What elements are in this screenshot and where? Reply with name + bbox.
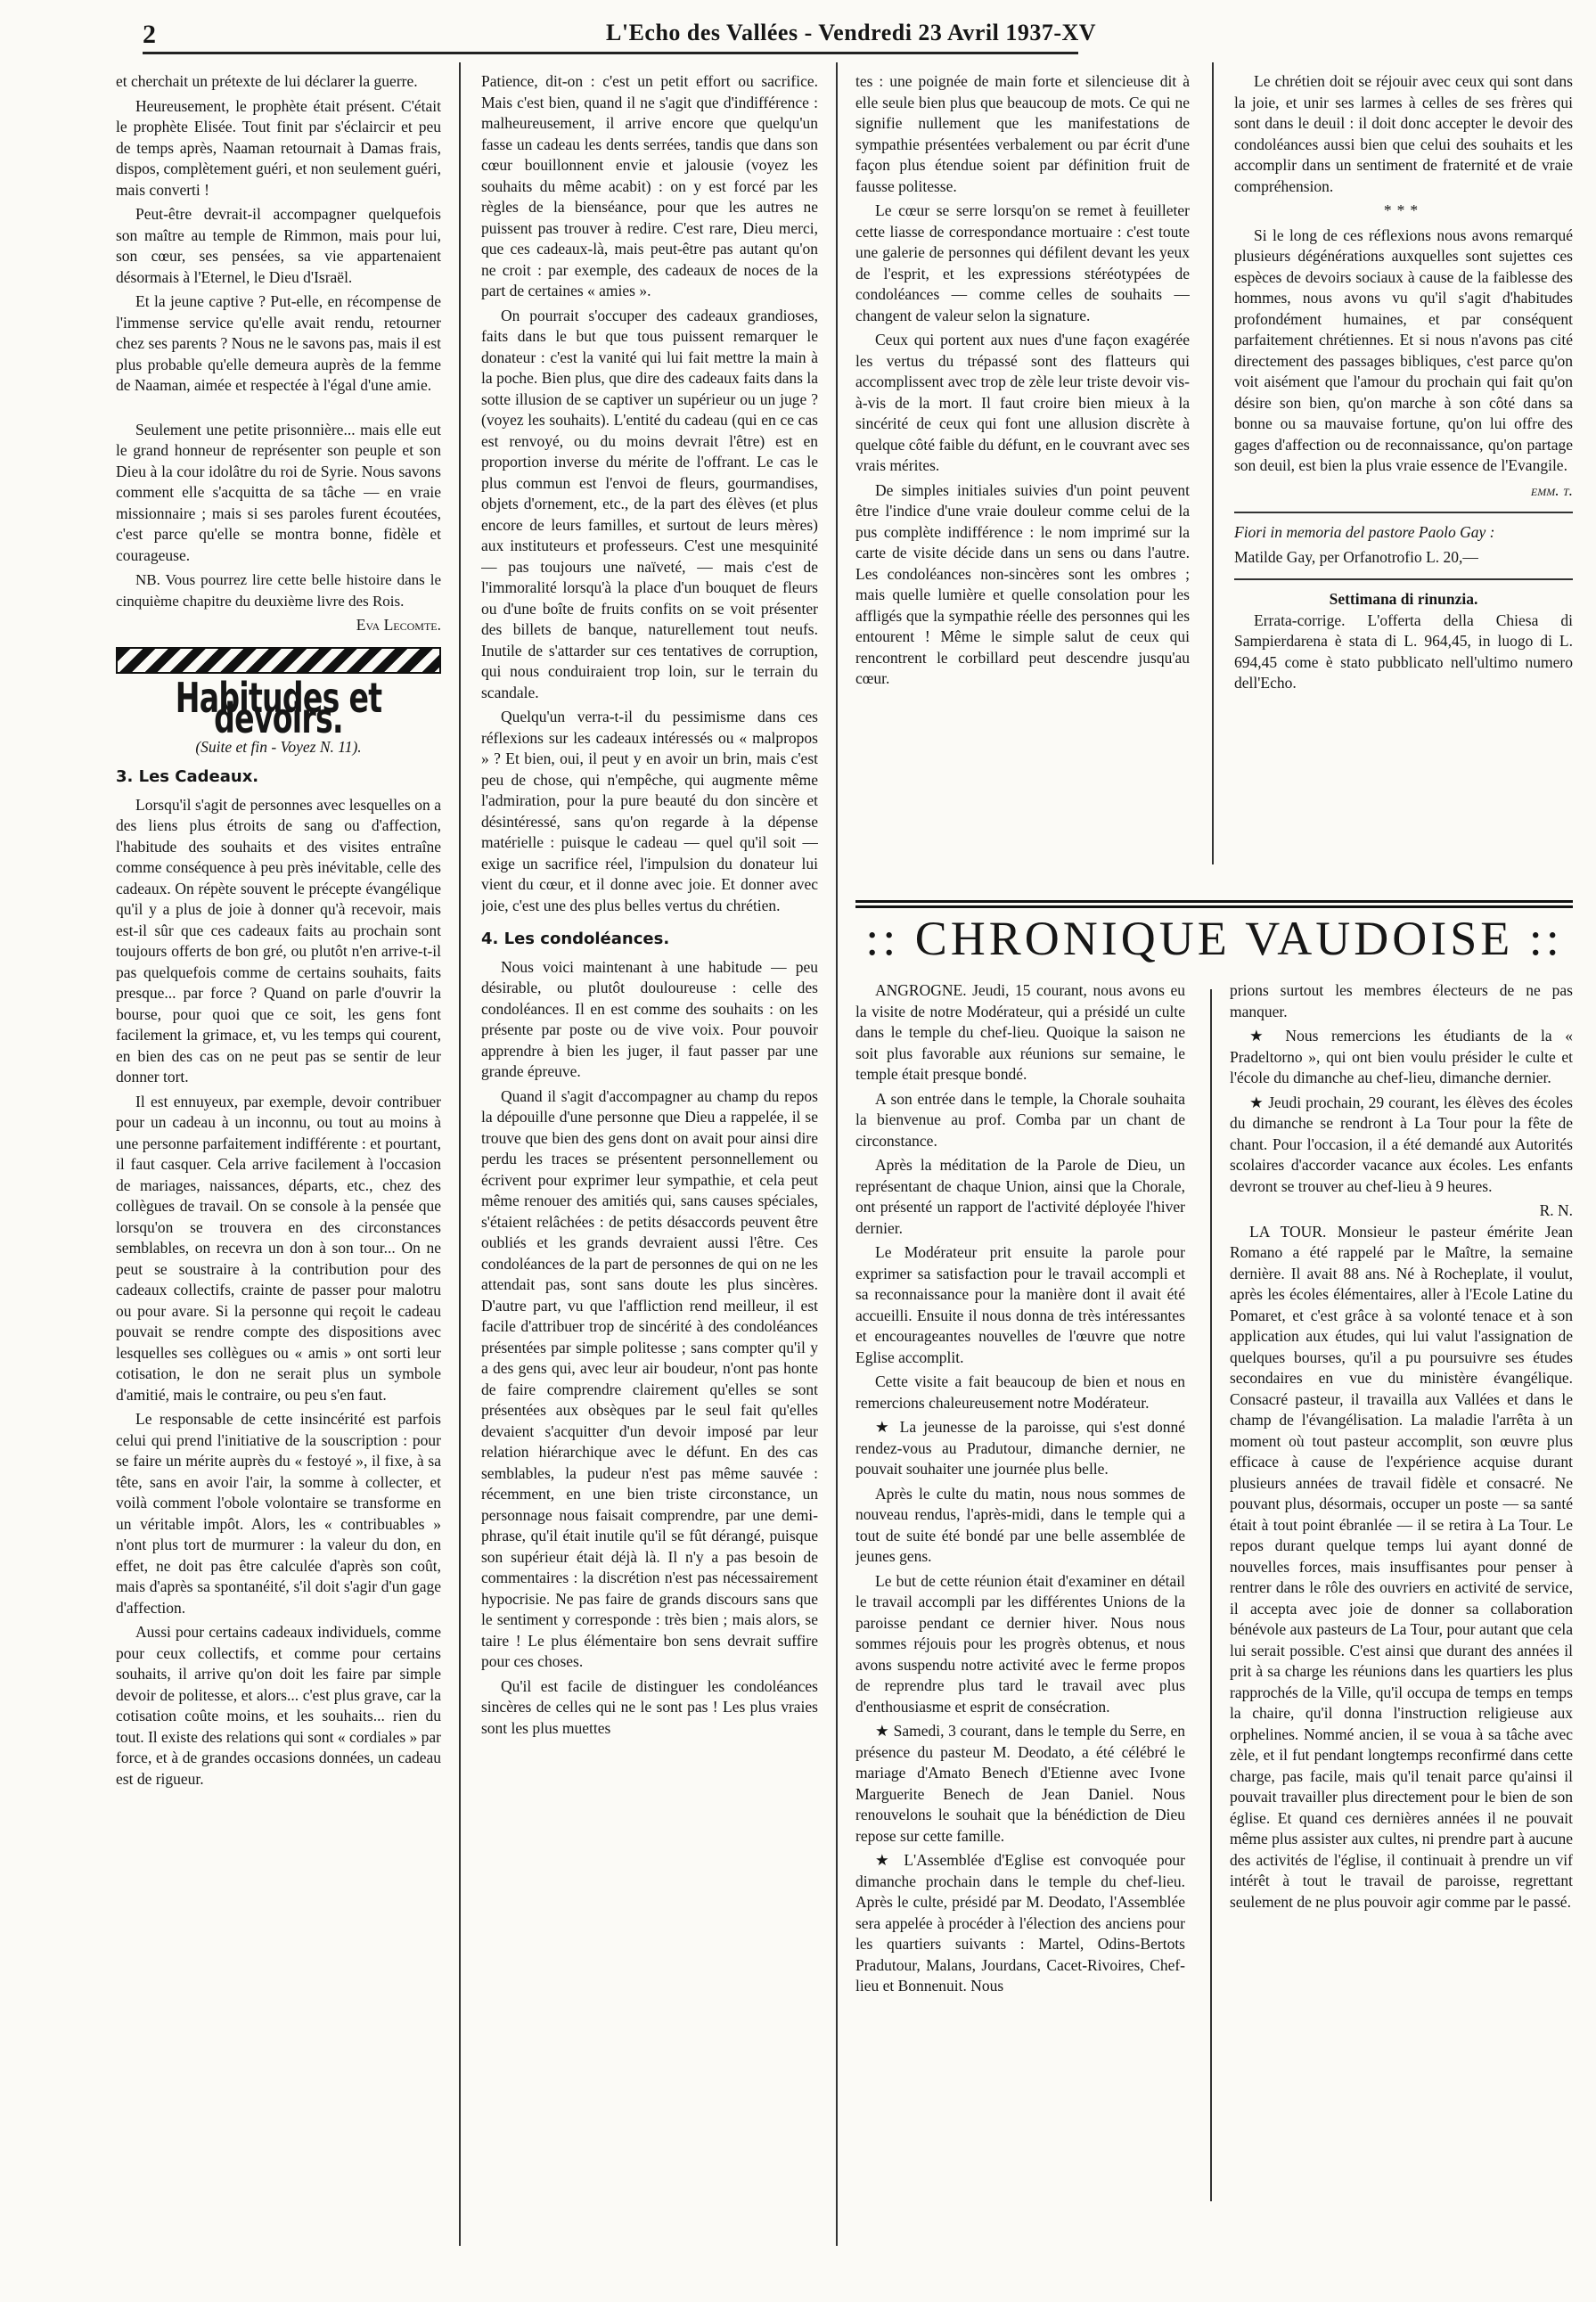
paragraph: Et la jeune captive ? Put-elle, en récompense de l'immense service qu'elle avait rendu, retourner chez ses parents ? Nous ne le savons pas, mais il est plus probable qu'elle demeura auprès de la femme de Naaman, aimée et respectée à l'égal d'une amie. — [116, 292, 441, 394]
banner-rule — [855, 900, 1573, 903]
errata-text: Errata-corrige. L'offerta della Chiesa di Sampierdarena è stata di L. 964,45, in luogo di L. 694,45 come è stato pubblicato nell'ultimo numero dell'Echo. — [1234, 610, 1573, 692]
paragraph: ★ Samedi, 3 courant, dans le temple du Serre, en présence du pasteur M. Deodato, a été célébré le mariage d'Amato Benech d'Etienne avec Ivone Marguerite Benech de Jean Daniel. Nous renouvelons le souhait que la bénédiction de Dieu repose sur cette famille. — [855, 1722, 1185, 1845]
paragraph: ★ Nous remercions les étudiants de la « Pradeltorno », qui ont bien voulu présider le culte et l'école du dimanche au chef-lieu, dimanche dernier. — [1230, 1027, 1573, 1086]
paragraph: A son entrée dans le temple, la Chorale souhaita la bienvenue au prof. Comba par un chant de circonstance. — [855, 1089, 1185, 1150]
column-rule — [459, 62, 461, 2246]
notice-heading: Settimana di rinunzia. — [1329, 590, 1478, 608]
author-signature: R. N. — [1539, 1201, 1573, 1219]
paragraph: Après la méditation de la Parole de Dieu, un représentant de chaque Union, ainsi que la Chorale, ont présenté un rapport de l'activité déployée l'hiver dernier. — [855, 1156, 1185, 1237]
paragraph: Après le culte du matin, nous nous sommes de nouveau rendus, l'après-midi, dans le temple qui a tout de suite été bondé par une belle assemblée de jeunes gens. — [855, 1484, 1185, 1565]
paragraph: Quand il s'agit d'accompagner au champ du repos la dépouille d'une personne que Dieu a rappelée, il se trouve que bien des gens dont on avait pour ainsi dire perdu les traces se présentent personnellement ou écrivent pour exprimer leur sympathie, et cela peut même renouer des amitiés qui, sans causes spéciales, s'étaient relâchées : de petits désaccords peuvent être oubliés et les grands devraient aussi l'être. Ces condoléances de la part de personnes de qui on ne les attendait pas, sont sans doute les plus sincères. D'autre part, vu que l'affliction rend meilleur, il est facile d'attribuer trop de sincérité à des condoléances présentées par simple politesse ; sans compter qu'il y a des gens qui, avec leur air boudeur, n'ont pas honte de faire comprendre clairement qu'elles se sont présentées aux obsèques par le seul fait qu'elles devaient s'acquitter d'un devoir imposé par leur relation hiérarchique avec le défunt. En des cas semblables, la pudeur n'est pas même sauvée : récemment, en une bien triste circonstance, un personnage nous faisait comprendre, par une demi-phrase, qu'il était inutile qu'il se fût dérangé, puisque son supérieur était déjà là. Il n'y a pas besoin de commentaires : la discrétion n'est pas nécessairement hypocrisie. Ne pas faire de grands discours sans que le sentiment y corresponde : très bien ; mais alors, se taire ! Le plus élémentaire bon sens devrait suffire pour ces choses. — [481, 1086, 818, 1670]
author-signature: Eva Lecomte. — [356, 616, 441, 634]
paragraph: Il est ennuyeux, par exemple, devoir contribuer pour un cadeau à un inconnu, ou tout au moins à une personne parfaitement indifférente : et pourtant, il faut casquer. Cela arrive facilement à l'occasion de mariages, naissances, départs, etc., chez des collègues de travail. On se console à la pensée que lorsqu'on se trouvera en des circonstances semblables, on recevra un don à son tour... On ne peut se soustraire à la contribution pour des cadeaux collectifs, crainte de passer pour malotru ou pour avare. Si la personne qui reçoit le cadeau pouvait se rendre compte des dispositions avec lesquelles ses collègues ou « amis » ont sorti leur cotisation, le don ne serait plus un symbole d'amitié, mais le contraire, ou peu s'en faut. — [116, 1092, 441, 1404]
article-title: Habitudes et devoirs. — [175, 673, 382, 742]
notice-text: Matilde Gay, per Orfanotrofio L. 20,— — [1234, 547, 1478, 566]
paragraph: Aussi pour certains cadeaux individuels, comme pour ceux collectifs, et comme pour certains souhaits, il arrive qu'on doit les faire par simple devoir de politesse, et alors... c'est plus grave, car la cotisation coûte moins, et les souhaits... rien du tout. Il existe des relations qui sont « cordiales » par force, et à de grandes occasions données, un cadeau est de rigueur. — [116, 1623, 441, 1788]
paragraph: prions surtout les membres électeurs de ne pas manquer. — [1230, 981, 1573, 1020]
paragraph: tes : une poignée de main forte et silencieuse dit à elle seule bien plus que beaucoup de mots. Ce qui ne signifie nullement que les manifestations de sympathie présentées verbalement ou par écrit d'une façon plus étendue soient par définition fruit de fausse politesse. — [855, 72, 1190, 195]
article-subtitle: (Suite et fin - Voyez N. 11). — [195, 737, 362, 756]
paragraph: Le but de cette réunion était d'examiner en détail le travail accompli par les différentes Unions de la paroisse pendant ce dernier hiver. Nous nous sommes réjouis pour les progrès obtenus, et nous avons suspendu notre activité avec le ferme propos de reprendre plus tard le travail avec plus d'enthousiasme et esprit de consécration. — [855, 1571, 1185, 1716]
paragraph: Patience, dit-on : c'est un petit effort ou sacrifice. Mais c'est bien, quand il ne s'agit que d'indifférence : malheureusement, il arrive encore que quelqu'un fasse un cadeau les dents serrées, tandis que dans son cœur bouillonnent envie et jalousie (voyez les souhaits du même acabit) : on y est forcé par les règles de la bienséance, pour que les autres ne puissent pas trouver à redire. C'est rare, Dieu merci, que ces cadeaux-là, mais peut-être pas autant qu'on ne croit : par exemple, des cadeaux de noces de la part de certaines « amies ». — [481, 72, 818, 299]
paragraph: De simples initiales suivies d'un point peuvent être l'indice d'une vraie douleur comme celui de la pus complète indifférence : le nom imprimé sur la carte de visite décide dans un sens ou dans l'autre. Les condoléances non-sincères sont les ombres ; mais quelle lumière et quelle consolation pour les affligés que la sympathie réelle des personnes qui les entourent ! Même le simple salut de ceux qui rencontrent le corbillard peut descendre jusqu'au cœur. — [855, 480, 1190, 687]
article-column-2 — [481, 71, 818, 2246]
chronique-column-1 — [855, 980, 1185, 2192]
paragraph: ★ Jeudi prochain, 29 courant, les élèves des écoles du dimanche se rendront à La Tour pour la fête de chant. Pour l'occasion, il a été demandé aux Autorités scolaires d'accorder vacance aux écoles. Les enfants devront se trouver au chef-lieu à 9 heures. — [1230, 1093, 1573, 1195]
paragraph: Cette visite a fait beaucoup de bien et nous en remercions chaleureusement notre Modérateur. — [855, 1372, 1185, 1412]
article-column-1 — [116, 71, 441, 2246]
paragraph: LA TOUR. Monsieur le pasteur émérite Jean Romano a été rappelé par le Maître, la semaine dernière. Il avait 88 ans. Né à Rocheplate, il voulut, après les écoles élémentaires, aller à l'Ecole Latine du Pomaret, et c'est grâce à sa volonté tenace et à son application aux études, qui lui valut l'assignation de quelques bourses, qu'il a pu poursuivre ses études secondaires en vue du ministère évangélique. Consacré pasteur, il travailla aux Vallées et dans le champ de l'évangélisation. La maladie l'arrêta à un moment où tout pasteur accomplit, son œuvre plus efficace à cause de l'expérience acquise durant plusieurs années de travail fidèle et consacré. Ne pouvant plus, désormais, occuper un poste — sa santé était à tout point ébranlée — il se retira à La Tour. Le repos durant quelque temps lui ayant donné de nouvelles forces, mais insuffisantes pour penser à rentrer dans le rôle des ouvriers en activité de service, il accepta avec joie de donner sa collaboration bénévole aux pasteurs de La Tour, pour autant que cela lui serait possible. C'est ainsi que durant des années il prit à sa charge les réunions dans les quartiers les plus rapprochés de la Ville, qu'il occupa de temps en temps la chaire, qu'il donna l'instruction religieuse aux orphelines. Nommé ancien, il se voua à sa tâche avec zèle, et il fut pendant longtemps reconfirmé dans cette charge, pas facile, mais qu'il tenait parce qu'ainsi il pouvait travailler plus directement pour le bien de son église. Et quand ces dernières années il ne pouvait même plus assister aux cultes, ni prendre part à aucune des activités de l'église, il continuait à prendre un vif intérêt à tout le travail de paroisse, regrettant seulement de ne plus pouvoir agir comme par le passé. — [1230, 1222, 1573, 1911]
notice-settimana — [1234, 578, 1573, 694]
paragraph: Le cœur se serre lorsqu'on se remet à feuilleter cette liasse de correspondance mortuaire : c'est toute une galerie de personnes qui défilent devant les yeux de l'esprit, et les expressions stéréotypées de condoléances — comme celles de souhaits — changent de valeur selon la signature. — [855, 201, 1190, 324]
paragraph: Le responsable de cette insincérité est parfois celui qui prend l'initiative de la souscription : pour se faire un mérite auprès du « festoyé », il fixe, à sa tête, sans en avoir l'air, la somme à collecter, et voilà comment l'obole volontaire se transforme en un véritable impôt. Alors, les « contribuables » n'ont plus tort de murmurer : la valeur du don, en effet, ne doit pas être calculée d'après son coût, mais d'après sa spontanéité, s'il doit s'agir d'un gage d'affection. — [116, 1410, 441, 1617]
column-rule — [836, 62, 838, 2246]
author-signature: emm. t. — [1530, 480, 1573, 499]
newspaper-header-title: L'Echo des Vallées - Vendredi 23 Avril 1937-XV — [606, 20, 1097, 45]
paragraph: Heureusement, le prophète était présent. C'était le prophète Elisée. Tout finit par s'éclaircir et peu de temps après, Naaman retournait à Damas frais, dispos, complètement guéri, et non seulement guéri, mais converti ! — [116, 96, 441, 199]
section-heading: 4. Les condoléances. — [481, 930, 670, 948]
paragraph: Le Modérateur prit ensuite la parole pour exprimer sa satisfaction pour le travail accompli et sa reconnaissance pour la manière dont il avait été accueilli. Ensuite il nous donna de très intéressantes et encourageantes nouvelles de l'œuvre que notre Eglise accomplit. — [855, 1243, 1185, 1366]
article-column-4 — [1234, 71, 1573, 847]
paragraph: Nous voici maintenant à une habitude — peu désirable, ou plutôt douloureuse : celle des condoléances. Il en est comme des souhaits : on les présente par poste ou de vive voix. Pour pouvoir apprendre à bien les juger, il faut passer par une grande épreuve. — [481, 957, 818, 1080]
section-separator: *** — [1383, 201, 1424, 219]
paragraph: Seulement une petite prisonnière... mais elle eut le grand honneur de représenter son peuple et son Dieu à la cour idolâtre du roi de Syrie. Nous savons comment elle s'acquitta de sa tâche — en vraie missionnaire ; mais si ses paroles furent écoutées, c'est parce qu'elle se montra bonne, fidèle et courageuse. — [116, 420, 441, 564]
paragraph: Peut-être devrait-il accompagner quelquefois son maître au temple de Rimmon, mais pour lui, son cœur, ses pensées, sa vie appartenaient désormais à l'Eternel, le Dieu d'Israël. — [116, 205, 441, 286]
column-rule — [1212, 62, 1214, 864]
paragraph: et cherchait un prétexte de lui déclarer la guerre. — [116, 72, 418, 90]
section-heading: 3. Les Cadeaux. — [116, 767, 259, 786]
column-rule — [1210, 989, 1212, 2201]
banner-rule — [855, 905, 1573, 908]
paragraph: Quelqu'un verra-t-il du pessimisme dans ces réflexions sur les cadeaux intéressés ou « malpropos » ? Et bien, oui, il peut y en avoir un brin, mais c'est peu de chose, qui n'empêche, qui augmente même l'admiration, pour la pure beauté du don sincère et désintéressé, sans qu'on regarde à la dépense matérielle : puisque le cadeau — quel qu'il soit — exige un sacrifice réel, l'impulsion du donateur lui vient du cœur, et il donne avec joie. Et donner avec joie, c'est une des plus belles vertus du chrétien. — [481, 708, 818, 914]
nota-bene: NB. Vous pourrez lire cette belle histoire dans le cinquième chapitre du deuxième livre des Rois. — [116, 571, 441, 610]
paragraph: ★ L'Assemblée d'Eglise est convoquée pour dimanche prochain dans le temple du chef-lieu. Après le culte, présidé par M. Deodato, l'Assemblée sera appelée à procéder à l'élection des anciens pour les quartiers suivants : Martel, Odins-Bertots Pradutour, Malans, Jourdans, Cacet-Rivoires, Chef-lieu et Bonnenuit. Nous — [855, 1851, 1185, 1995]
page-number: 2 — [143, 20, 156, 49]
paragraph: Le chrétien doit se réjouir avec ceux qui sont dans la joie, et unir ses larmes à celles de ses frères qui sont dans le deuil : il doit donc accepter le devoir des condoléances aussi bien que celui des souhaits et les accomplir dans un sentiment de fraternité et de vraie compréhension. — [1234, 72, 1573, 195]
paragraph: ★ La jeunesse de la paroisse, qui s'est donné rendez-vous au Pradutour, dimanche dernier, ne pouvait souhaiter une journée plus belle. — [855, 1418, 1185, 1478]
paragraph: On pourrait s'occuper des cadeaux grandioses, faits dans le but que tous puissent remarquer le donateur : c'est la vanité qui lui fait mettre la main à la poche. Bien plus, que dire des cadeaux faits dans la sotte illusion de se captiver un supérieur ou un juge ? (voyez les souhaits). L'entité du cadeau (qui en ce cas est renvoyé, ou du moins devrait l'être) est en proportion inverse du mérite de l'offrant. Le cas le plus commun est l'envoi de fleurs, gourmandises, objets d'ornement, etc., de la part des élèves (et plus encore de leurs familles, et surtout de leurs mères) aux instituteurs et professeurs. C'est une mesquinité — pas toujours une naïveté, — mais c'est de l'immoralité lorsqu'à la place d'un bouquet de fleurs ou d'une boîte de fruits confits on se voit présenter des billets de banque, naturellement tout neufs. Inutile de s'attarder sur ces tentatives de corruption, qui nous conduiraient trop loin, sur le terrain du scandale. — [481, 306, 818, 701]
decorative-border — [116, 647, 441, 674]
chronique-column-2 — [1230, 980, 1573, 2192]
section-banner — [855, 900, 1573, 971]
paragraph: Si le long de ces réflexions nous avons remarqué plusieurs dégénérations auxquelles sont sujettes ces espèces de devoirs sociaux à cause de la faiblesse des hommes, nous avons vu qu'il s'agit d'habitudes profondément humaines, et par conséquent parfaitement chrétiennes. Et si nous n'avons pas cité directement des passages bibliques, c'est parce qu'on voit aisément que l'amour du prochain qui fait qu'on désire son bien, qu'on marche à son côté dans sa bonne ou sa mauvaise fortune, qu'on lui offre des gages d'affection ou de reconnaissance, qu'on partage son deuil, est bien la plus vraie essence de l'Evangile. — [1234, 225, 1573, 474]
notice-fiori — [1234, 512, 1573, 568]
section-banner-title: :: CHRONIQUE VAUDOISE :: — [865, 912, 1563, 965]
article-column-3 — [855, 71, 1190, 838]
paragraph: Qu'il est facile de distinguer les condoléances sincères de celles qui ne le sont pas ! Les plus vraies sont les plus muettes — [481, 1676, 818, 1737]
notice-heading: Fiori in memoria del pastore Paolo Gay : — [1234, 523, 1495, 541]
paragraph: ANGROGNE. Jeudi, 15 courant, nous avons eu la visite de notre Modérateur, qui a présidé un culte dans le temple du chef-lieu. Quoique la saison ne soit plus favorable aux réunions sur semaine, le temple était presque bondé. — [855, 981, 1185, 1083]
paragraph: Lorsqu'il s'agit de personnes avec lesquelles on a des liens plus étroits de sang ou d'affection, l'habitude des souhaits et des visites entraîne comme conséquence à peu près inévitable, celle des cadeaux. On répète souvent le précepte évangélique qu'il y a plus de joie à donner qu'à recevoir, mais est-il sûr que ces cadeaux faits au prochain sont toujours offerts de bon gré, ou plutôt n'en arrive-t-il pas quelquefois comme de certains souhaits, faits presque... par force ? Quand on parle d'ouvrir la bourse, pour quoi que ce soit, les gens font facilement la grimace, et, vu les temps qui courent, en bien des cas on ne peut pas se sentir de leur donner tort. — [116, 795, 441, 1085]
page-header — [143, 16, 1097, 54]
paragraph: Ceux qui portent aux nues d'une façon exagérée les vertus du trépassé sont des flatteurs qui accomplissent avec trop de zèle leur triste devoir vis-à-vis de la mort. Il faut croire bien mieux à la sincérité de ceux qui font une allusion discrète à quelque côté faible du défunt, en le couvrant avec ses vrais mérites. — [855, 331, 1190, 474]
